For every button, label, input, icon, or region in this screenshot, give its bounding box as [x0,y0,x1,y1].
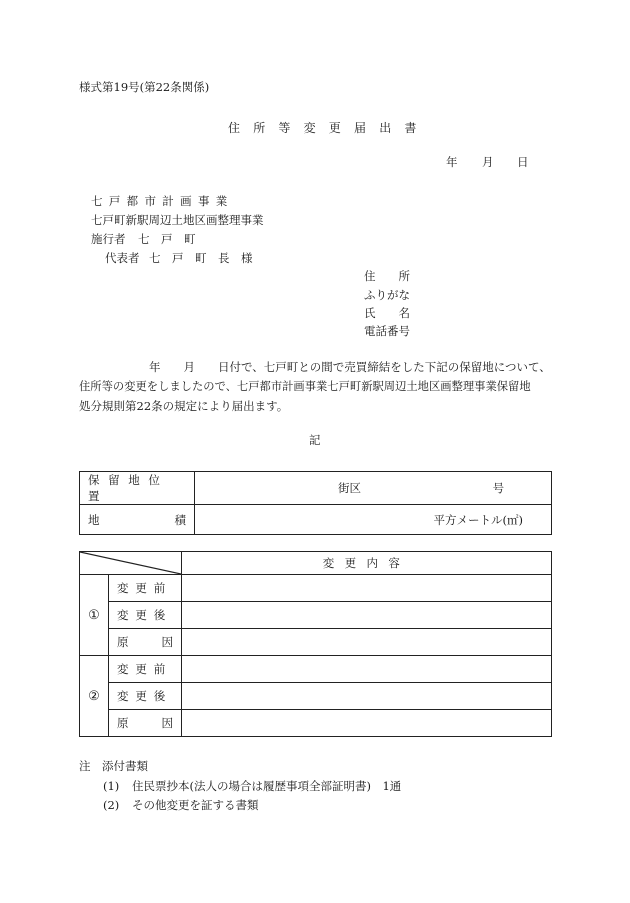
area-unit: 平方メートル(㎡) [433,512,523,527]
group-1-after-label: 変更後 [109,602,182,629]
applicant-phone-label: 電話番号 [364,324,410,338]
location-label-cell [80,472,195,505]
recipient-line2: 七戸町新駅周辺土地区画整理事業 [91,213,264,227]
applicant-address-label: 住 所 [364,269,410,283]
body-line-1: 年 月 日付で、七戸町との間で売買締結をした下記の保留地について、 [149,360,551,374]
group-2-after-value [182,683,552,710]
note-2-number: (2) [103,798,120,812]
change-content-table [79,551,552,737]
number-label: 号 [492,481,505,495]
note-1-text: 住民票抄本(法人の場合は履歴事項全部証明書) 1通 [132,779,402,793]
group-1-mark: ① [80,575,109,656]
group-2-before-value [182,656,552,683]
block-label: 街区 [338,481,361,495]
group-1-after-value [182,602,552,629]
location-label: 保留地位置 [88,473,169,503]
date-year: 年 [446,155,458,169]
group-2-reason-value [182,710,552,737]
body-line-3: 処分規則第22条の規定により届出ます。 [79,399,289,413]
form-number: 様式第19号(第22条関係) [79,80,210,94]
recipient-line1: 七戸都市計画事業 [91,194,234,208]
applicant-furigana-label: ふりがな [364,288,410,302]
executor-name: 七 戸 町 [138,232,196,246]
group-2-mark: ② [80,656,109,737]
note-1-number: (1) [103,779,120,793]
note-2-text: その他変更を証する書類 [132,798,259,812]
group-2-after-label: 変更後 [109,683,182,710]
group-2-reason-label: 原 因 [109,710,182,737]
page-title: 住所等変更届出書 [228,121,430,135]
notes-title: 注 添付書類 [79,759,148,773]
area-value-cell [195,505,552,535]
date-day: 日 [517,155,529,169]
diagonal-line [80,552,181,574]
group-1-reason-value [182,629,552,656]
executor-label: 施行者 [91,232,126,246]
reserve-land-table [79,471,552,535]
representative-name: 七 戸 町 長 様 [149,251,253,265]
area-label: 地 積 [88,512,186,527]
group-1-reason-label: 原 因 [109,629,182,656]
area-label-cell [80,505,195,535]
group-2-before-label: 変更前 [109,656,182,683]
representative-label: 代表者 [105,251,140,265]
body-line-2: 住所等の変更をしましたので、七戸都市計画事業七戸町新駅周辺土地区画整理事業保留地 [79,380,531,393]
diagonal-header-cell [80,552,182,575]
ki-mark: 記 [309,433,321,447]
applicant-name-label: 氏 名 [364,306,410,320]
change-content-header: 変更内容 [182,552,552,575]
location-value-cell [195,472,552,505]
date-month: 月 [482,155,494,169]
group-1-before-label: 変更前 [109,575,182,602]
group-1-before-value [182,575,552,602]
